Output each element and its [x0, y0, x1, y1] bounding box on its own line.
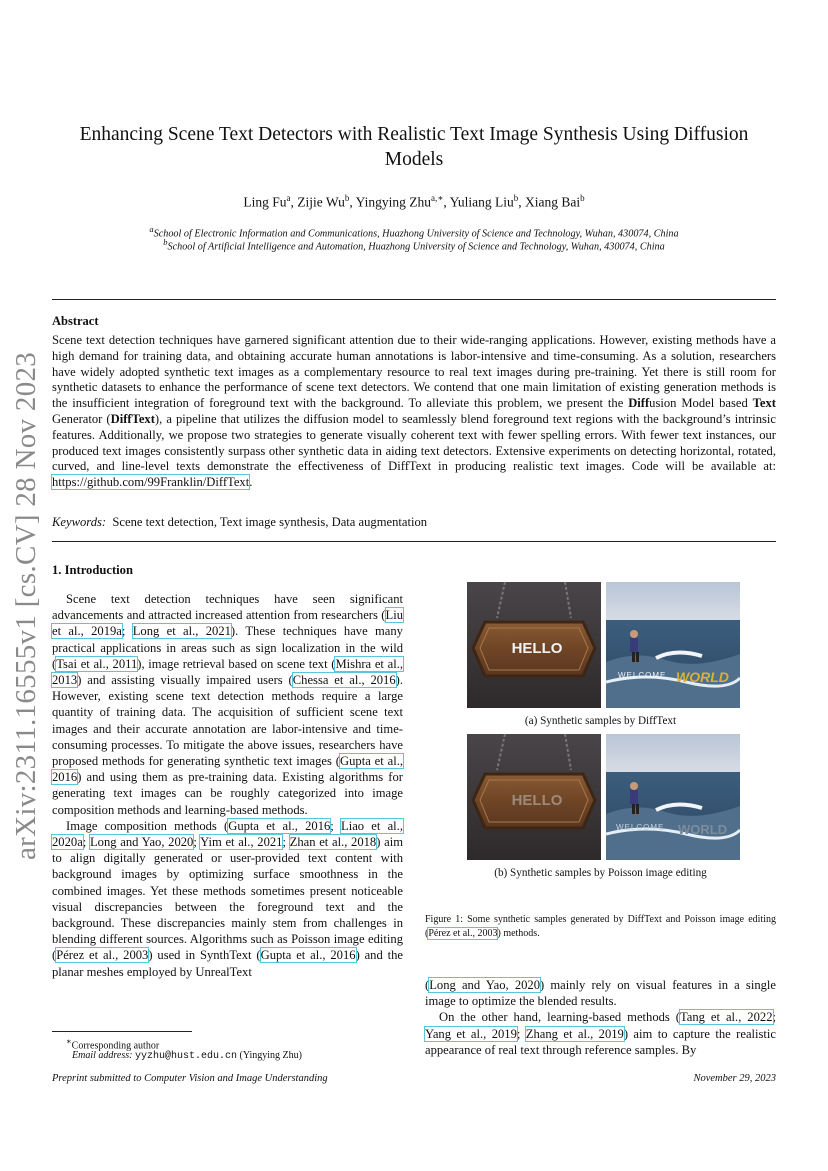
- affiliation-text: School of Artificial Intelligence and Automation, Huazhong University of Science and Technology, Wuhan, 430074, China: [167, 241, 665, 253]
- affiliation-b: [60, 237, 768, 252]
- affiliation-marker: b: [163, 237, 168, 247]
- paper-title: [60, 122, 768, 172]
- author-affiliation-marker: b: [580, 193, 585, 203]
- abstract-text: usion Model based: [649, 396, 753, 411]
- subcaption-a: (a) Synthetic samples by DiffText: [524, 715, 677, 727]
- body-text: ;: [82, 835, 90, 850]
- intro-right-paragraph-2: [425, 1009, 776, 1058]
- abstract-text: .: [249, 475, 253, 490]
- body-text: Image composition methods (: [66, 818, 229, 833]
- wave-text-2: WORLD: [678, 822, 728, 837]
- abstract-heading: Abstract: [52, 314, 99, 328]
- abstract-text: ), a pipeline that utilizes the diffusion model to seamlessly blend foreground text regions with the background’s intrinsic features. Additionally, we propose two strategies to generate visually coherent text with fewer spelling errors. With fewer text instances, our produced text images consistently surpass other synthetic data in aiding text detectors. Extensive experiments on detecting horizontal, rotated, curved, and line-level texts demonstrate the effectiveness of DiffText in producing realistic text images. Code will be available at:: [52, 411, 776, 474]
- author-name: Xiang Bai: [524, 194, 581, 210]
- body-text: ;: [772, 1010, 776, 1025]
- section-heading: 1. Introduction: [52, 563, 133, 577]
- citation-link[interactable]: Tang et al., 2022: [679, 1010, 773, 1025]
- body-text: ;: [516, 1026, 526, 1041]
- intro-paragraph-2: [52, 818, 403, 980]
- arxiv-stamp: arXiv:2311.16555v1 [cs.CV] 28 Nov 2023: [10, 351, 42, 860]
- abstract-body: [52, 333, 776, 491]
- citation-link[interactable]: Liao et al., 2020a: [52, 818, 403, 850]
- intro-left-column: [52, 591, 403, 980]
- footer-date: November 29, 2023: [693, 1073, 776, 1084]
- wave-text-1: WELCOME: [618, 671, 667, 680]
- abstract-text: Generator (: [52, 411, 111, 426]
- body-text: ), image retrieval based on scene text (: [137, 656, 336, 671]
- abstract-text: Scene text detection techniques have garnered significant attention due to their wide-ranging applications. However, existing methods have a high demand for training data, and obtaining accurate human annotations is labor-intensive and time-consuming. As a solution, researchers have widely adopted synthetic text images as a complementary resource to real text images during pre-training. Yet there is still room for synthetic datasets to enhance the performance of scene text detectors. We contend that one main limitation of existing generation methods is the insufficient integration of foreground text with the background. To alleviate this problem, we present the: [52, 333, 776, 411]
- body-text: ) aim to capture the realistic appearance of real text through reference samples. By: [425, 1026, 777, 1057]
- citation-link[interactable]: Tsai et al., 2011: [56, 656, 138, 671]
- top-divider: [52, 299, 776, 300]
- affiliation-marker: a: [149, 224, 154, 234]
- title-line-1: Enhancing Scene Text Detectors with Realistic Text Image Synthesis Using Diffusion: [79, 124, 749, 145]
- sign-text: HELLO: [511, 640, 563, 657]
- author-name: Yingying Zhu: [355, 194, 431, 210]
- citation-link[interactable]: Yang et al., 2019: [425, 1026, 517, 1041]
- author-name: Yuliang Liu: [449, 194, 514, 210]
- body-text: ) and assisting visually impaired users (: [77, 673, 293, 688]
- citation-link[interactable]: Gupta et al., 2016: [52, 754, 403, 785]
- wave-text-2: WORLD: [676, 669, 729, 685]
- affiliation-text: School of Electronic Information and Communications, Huazhong University of Science and Technology, Wuhan, 430074, China: [153, 228, 679, 240]
- abstract-bold: Text: [752, 396, 776, 411]
- figure-caption: [425, 913, 776, 940]
- body-text: ;: [330, 818, 342, 833]
- body-text: ;: [282, 835, 290, 850]
- intro-paragraph-1: [52, 591, 403, 818]
- body-text: ;: [121, 624, 133, 639]
- body-text: ;: [193, 835, 201, 850]
- citation-link[interactable]: Long and Yao, 2020: [429, 978, 541, 992]
- body-text: (: [425, 978, 430, 992]
- citation-link[interactable]: Chessa et al., 2016: [292, 673, 396, 688]
- intro-right-column: [425, 977, 776, 1058]
- body-text: On the other hand, learning-based methods (: [439, 1010, 680, 1025]
- figure-b-wave-image: [606, 734, 740, 860]
- footnote-email: [72, 1050, 423, 1062]
- author-affiliation-marker: a: [286, 193, 291, 203]
- citation-link[interactable]: Gupta et al., 2016: [228, 818, 331, 833]
- bottom-divider: [52, 541, 776, 542]
- body-text: ). These techniques have many practical applications in areas such as sign localization in the wild (: [52, 624, 403, 671]
- citation-link[interactable]: Yim et al., 2021: [200, 835, 283, 850]
- footnote-marker: ∗: [66, 1037, 72, 1046]
- sign-text: HELLO: [511, 792, 563, 809]
- citation-link[interactable]: Gupta et al., 2016: [260, 948, 356, 963]
- citation-link[interactable]: Mishra et al., 2013: [52, 656, 403, 688]
- email-owner: (Yingying Zhu): [239, 1050, 302, 1061]
- citation-link[interactable]: Long et al., 2021: [132, 624, 231, 639]
- body-text: ) aim to align digitally generated or user-provided text content with background images by optimizing surface smoothness in the combined images. Yet these methods sometimes present noticeable visual discrepancies between the foreground text and the background. These discrepancies mainly stem from challenges in blending different sources. Algorithms such as Poisson image editing (: [52, 835, 403, 963]
- email-label: Email address:: [72, 1050, 133, 1061]
- figure-a-wave-image: [606, 582, 740, 708]
- email-address[interactable]: yyzhu@hust.edu.cn: [134, 1051, 237, 1062]
- abstract-bold: DiffText: [110, 411, 155, 426]
- subcaption-b: (b) Synthetic samples by Poisson image editing: [494, 867, 707, 879]
- body-text: Scene text detection techniques have seen significant advancements and attracted increased attention from researchers (: [52, 592, 403, 623]
- body-text: ). However, existing scene text detection methods require a large quantity of training data. The acquisition of sufficient scene text images and their accurate annotation are labor-intensive and time-consuming processes. To mitigate the above issues, researchers have proposed methods for generating synthetic text images (: [52, 673, 403, 769]
- caption-text: ) methods.: [497, 927, 540, 939]
- body-text: ) mainly rely on visual features in a single image to optimize the blended results.: [425, 978, 777, 1009]
- wave-text-1: WELCOME: [616, 823, 665, 832]
- intro-right-paragraph-1: [425, 977, 776, 1009]
- keywords-text: Scene text detection, Text image synthesis, Data augmentation: [112, 515, 428, 529]
- footnote-label: Corresponding author: [71, 1040, 160, 1052]
- footer-venue: Preprint submitted to Computer Vision and Image Understanding: [52, 1073, 328, 1084]
- author-name: Ling Fu: [243, 194, 287, 210]
- citation-link[interactable]: Pérez et al., 2003: [428, 927, 498, 939]
- abstract-bold: Diff: [628, 396, 650, 411]
- code-link[interactable]: https://github.com/99Franklin/DiffText: [52, 475, 250, 490]
- author-list: Ling Fu$^a$, Zijie Wu$^b$, Yingying Zhu$^{a,∗}$, Yuliang Liu$^b$, Xiang Bai$^b$: [243, 193, 585, 210]
- citation-link[interactable]: Liu et al., 2019a: [52, 608, 403, 639]
- keywords: [52, 515, 427, 530]
- citation-link[interactable]: Zhang et al., 2019: [525, 1026, 624, 1041]
- caption-text: Figure 1: Some synthetic samples generated by DiffText and Poisson image editing (: [425, 914, 776, 939]
- citation-link[interactable]: Long and Yao, 2020: [89, 835, 194, 850]
- body-text: ) and using them as pre-training data. Existing algorithms for generating text images can be roughly categorized into image composition methods and learning-based methods.: [52, 770, 403, 817]
- author-name: Zijie Wu: [297, 194, 345, 210]
- author-affiliation-marker: b: [513, 193, 519, 203]
- title-line-2: Models: [384, 149, 444, 170]
- figure-b-sign-image: [467, 734, 601, 860]
- figure-a-sign-image: [467, 582, 601, 708]
- body-text: ) used in SynthText (: [148, 948, 261, 963]
- keywords-label: Keywords:: [52, 515, 107, 529]
- author-affiliation-marker: b: [344, 193, 350, 203]
- citation-link[interactable]: Zhan et al., 2018: [289, 835, 377, 850]
- author-affiliation-marker: a,∗: [430, 193, 444, 203]
- footnote-rule: [52, 1031, 192, 1032]
- body-text: ) and the planar meshes employed by UnrealText: [52, 948, 404, 979]
- citation-link[interactable]: Pérez et al., 2003: [56, 948, 149, 963]
